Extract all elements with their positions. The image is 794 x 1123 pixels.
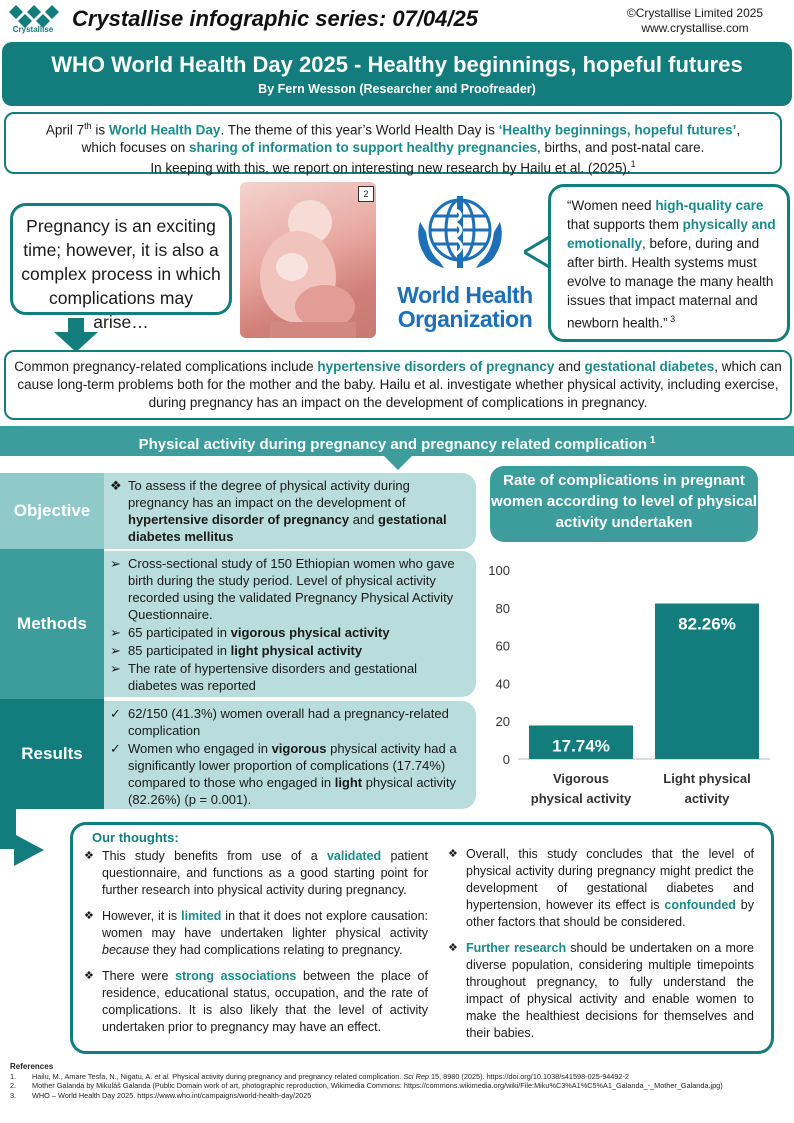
sculpture-illustration: [240, 182, 376, 338]
methods-bold: light physical activity: [230, 643, 363, 658]
thought-text: Overall, this study concludes that the level of physical activity during pregnancy might predict the development of gestational diabetes and hypertension, however its effect is: [466, 847, 754, 912]
reference-number: 1.: [10, 1071, 17, 1081]
results-text: 62/150 (41.3%) women overall had a pregnancy-related complication: [128, 706, 449, 738]
main-title: WHO World Health Day 2025 - Healthy beginnings, hopeful futures: [51, 52, 743, 77]
diamond-bullet-icon: ❖: [448, 848, 458, 860]
reference-text: WHO – World Health Day 2025. https://www.who.int/campaigns/world-health-day/2025: [32, 1090, 312, 1100]
intro-box: [4, 112, 782, 174]
reference-text: Mother Galanda by Mikuláš Galanda (Public Domain work of art, photographic reproduction, Wikimedia Commons: https://commons.wikimedia.org/wiki/File:Miku%C3%A1%C5%A1_Galanda_-_Mother_Galanda.jpg): [32, 1081, 723, 1090]
results-item: [110, 705, 468, 739]
reference-italic: et al.: [154, 1071, 171, 1081]
reference-text: Physical activity during pregnancy and pregnancy related complication.: [170, 1071, 404, 1081]
quote-text: , before, during and after birth. Health systems must evolve to manage the many health issues that impact maternal and newborn health.”: [567, 236, 774, 331]
website: www.crystallise.com: [641, 21, 749, 35]
thought-item: [84, 908, 428, 959]
section-bar-title: Physical activity during pregnancy and pregnancy related complication: [138, 436, 648, 453]
methods-card: [104, 551, 476, 697]
intro-highlight: World Health Day: [108, 122, 221, 138]
quote-text: “Women need: [567, 198, 656, 213]
title-banner: [2, 42, 792, 106]
thought-text: There were: [102, 969, 176, 983]
objective-text: To assess if the degree of physical activity during pregnancy has an impact on the development of: [128, 478, 410, 510]
complications-box: [4, 350, 792, 420]
diamond-bullet-icon: ❖: [448, 942, 458, 954]
results-bold: vigorous: [271, 741, 327, 756]
complications-text: Common pregnancy-related complications include: [14, 359, 318, 374]
intro-text: is: [91, 122, 109, 138]
diamond-bullet-icon: ❖: [84, 970, 94, 982]
intro-line-1: [6, 118, 780, 139]
y-tick-label: 100: [488, 563, 510, 578]
thought-text: between the place of residence, educational status, occupation, and the rate of complications. It is also likely that the level of activity undertaken prior to pregnancy may have an effect.: [102, 969, 428, 1034]
objective-bold: gestational diabetes mellitus: [128, 512, 447, 544]
complications-bar-chart: [478, 556, 778, 818]
y-tick-label: 60: [495, 638, 510, 654]
intro-text: which focuses on: [81, 139, 189, 155]
byline: By Fern Wesson (Researcher and Proofreader): [258, 82, 536, 96]
complications-highlight: gestational diabetes: [584, 359, 715, 374]
who-emblem-icon: [410, 192, 510, 274]
copyright: ©Crystallise Limited 2025: [626, 6, 764, 20]
methods-item: [110, 642, 468, 659]
arrow-bullet-icon: ➢: [110, 643, 121, 658]
thought-text: should be undertaken on a more diverse population, considering multiple timepoints throughout pregnancy, to fully understand the impact of physical activity and enable women to make the healthiest decisions for themselves and their babies.: [466, 941, 754, 1040]
results-card: [104, 701, 476, 809]
thought-text: This study benefits from use of a: [102, 849, 327, 863]
results-bold: light: [334, 775, 363, 790]
section-arrow-icon: [384, 456, 412, 470]
results-text: physical activity (82.26%) (p = 0.001).: [128, 775, 457, 807]
thought-highlight: Further research: [466, 941, 567, 955]
intro-text: , births, and post-natal care.: [537, 139, 705, 155]
check-bullet-icon: ✓: [110, 741, 121, 756]
brand-name: Crystallise: [12, 25, 54, 34]
reference-number: 3.: [10, 1090, 17, 1100]
pregnancy-callout: Pregnancy is an exciting time; however, it is also a complex process in which complications may arise…: [10, 203, 232, 315]
objective-item: [110, 477, 468, 545]
intro-line-3: [6, 156, 780, 177]
methods-item: [110, 660, 468, 694]
methods-text: 85 participated in: [128, 643, 231, 658]
thought-highlight: limited: [181, 909, 222, 923]
references-heading: References: [10, 1062, 54, 1071]
results-item: [110, 740, 468, 808]
intro-text: April 7: [45, 122, 85, 138]
series-title: Crystallise infographic series: 07/04/25: [72, 6, 478, 31]
intro-text: ,: [736, 122, 741, 138]
quote-sup: 3: [667, 314, 676, 324]
chart-title: Rate of complications in pregnant women according to level of physical activity undertaken: [490, 466, 758, 542]
references: [10, 1062, 790, 1100]
methods-item: [110, 624, 468, 641]
y-tick-label: 40: [495, 676, 510, 692]
section-bar-sup: 1: [647, 435, 656, 446]
thoughts-left-column: [84, 848, 428, 1045]
quote-highlight: physically and emotionally: [567, 217, 776, 251]
x-category-label: activity: [684, 791, 730, 806]
intro-sup: 1: [630, 158, 636, 169]
reference-italic: Sci Rep: [403, 1071, 429, 1081]
who-logo-line-2: Organization: [397, 306, 533, 332]
arrow-bullet-icon: ➢: [110, 625, 121, 640]
quote-highlight: high-quality care: [655, 198, 764, 213]
objective-label: Objective: [0, 473, 104, 549]
reference-text: Hailu, M., Amare Tesfa, N., Nigatu, A.: [32, 1071, 155, 1081]
thought-text: by other factors that should be considered.: [466, 898, 754, 929]
thought-text: they had complications relating to pregnancy.: [149, 943, 403, 957]
reference-item: [10, 1081, 790, 1091]
diamond-bullet-icon: ❖: [84, 850, 94, 862]
intro-text: . The theme of this year’s World Health Day is: [220, 122, 499, 138]
y-tick-label: 20: [495, 714, 510, 730]
check-bullet-icon: ✓: [110, 706, 121, 721]
complications-text: , which can cause long-term problems both for the mother and the baby. Hailu et al. investigate whether physical activity, including exercise, during pregnancy has an impact on the development of complications in pregnancy.: [17, 359, 782, 410]
crystallise-logo: [8, 4, 60, 40]
who-logo-text: [390, 283, 540, 331]
thought-item: [84, 848, 428, 899]
x-category-label: physical activity: [530, 791, 632, 806]
x-category-label: Light physical: [663, 771, 751, 786]
thought-highlight: confounded: [664, 898, 736, 912]
thought-item: [448, 846, 754, 931]
x-category-label: Vigorous: [552, 771, 610, 786]
methods-item: [110, 555, 468, 623]
complications-highlight: hypertensive disorders of pregnancy: [317, 359, 555, 374]
results-text: Women who engaged in: [128, 741, 272, 756]
methods-bold: vigorous physical activity: [230, 625, 390, 640]
intro-sup: th: [84, 121, 92, 131]
intro-line-2: [6, 139, 780, 156]
reference-text: 15, 8980 (2025). https://doi.org/10.1038/s41598-025-94492-2: [428, 1071, 629, 1081]
thoughts-right-column: [448, 846, 754, 1051]
intro-highlight: sharing of information to support healthy pregnancies: [188, 139, 537, 155]
bar-value-label: 82.26%: [678, 614, 736, 634]
y-tick-label: 0: [502, 752, 510, 767]
bar-value-label: 17.74%: [552, 736, 610, 756]
image-reference-number: 2: [358, 186, 374, 202]
thought-italic: because: [102, 943, 150, 957]
thought-text: in that it does not explore causation: women may have undertaken lighter physical activity: [102, 909, 428, 940]
down-arrow-icon: [52, 318, 100, 352]
methods-text: 65 participated in: [128, 625, 231, 640]
methods-text: Cross-sectional study of 150 Ethiopian women who gave birth during the study period. Level of physical activity recorded using the validated Pregnancy Physical Activity Questionnaire.: [128, 556, 455, 622]
objective-text: and: [349, 512, 378, 527]
copyright-block: [600, 6, 790, 36]
arrow-bullet-icon: ➢: [110, 556, 121, 571]
complications-text: and: [554, 359, 585, 374]
objective-bold: hypertensive disorder of pregnancy: [128, 512, 350, 527]
thought-highlight: strong associations: [175, 969, 297, 983]
reference-item: [10, 1072, 790, 1082]
diamond-bullet-icon: ❖: [84, 910, 94, 922]
methods-text: The rate of hypertensive disorders and gestational diabetes was reported: [128, 661, 418, 693]
thought-highlight: validated: [326, 849, 382, 863]
diamond-bullet-icon: ❖: [110, 478, 122, 493]
objective-card: [104, 473, 476, 549]
thought-item: [84, 968, 428, 1036]
results-label: Results: [0, 699, 104, 809]
results-text: physical activity had a significantly lower proportion of complications (17.74%) compared to those who engaged in: [128, 741, 457, 790]
section-bar: [0, 426, 794, 456]
thought-text: However, it is: [102, 909, 182, 923]
reference-item: [10, 1091, 790, 1101]
quote-text: that supports them: [567, 217, 683, 232]
thought-item: [448, 940, 754, 1042]
reference-number: 2.: [10, 1081, 17, 1090]
who-logo-line-1: World Health: [397, 282, 533, 308]
arrow-bullet-icon: ➢: [110, 661, 121, 676]
mother-galanda-image: [240, 182, 376, 338]
who-quote: [548, 184, 790, 342]
thought-text: patient questionnaire, and functions as a good starting point for further research into physical activity during pregnancy.: [102, 849, 428, 897]
y-tick-label: 80: [495, 600, 510, 616]
intro-text: In keeping with this, we report on interesting new research by Hailu et al. (2025).: [150, 160, 631, 175]
right-arrow-icon: [14, 834, 44, 866]
methods-label: Methods: [0, 549, 104, 699]
intro-highlight: ‘Healthy beginnings, hopeful futures’: [498, 122, 737, 138]
our-thoughts-title: Our thoughts:: [92, 830, 179, 845]
